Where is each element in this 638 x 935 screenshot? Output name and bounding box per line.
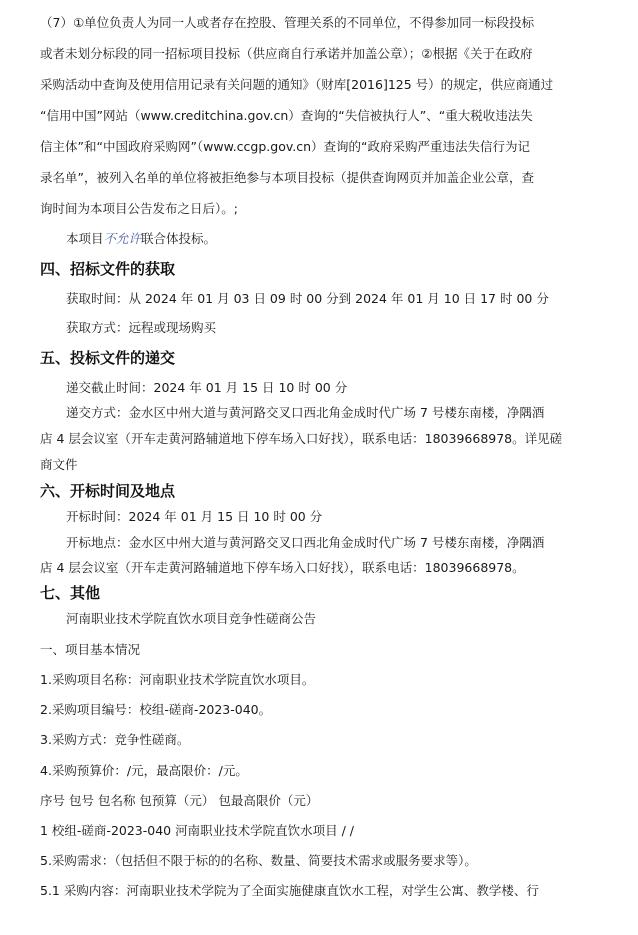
item-content: 5.1 采购内容：河南职业技术学院为了全面实施健康直饮水工程，对学生公寓、教学楼、行 (40, 883, 539, 898)
clause7-line-5: 信主体”和“中国政府采购网”（www.ccgp.gov.cn）查询的“政府采购严重违法失信行为记 (40, 139, 531, 154)
section5-place-1: 递交方式：金水区中州大道与黄河路交叉口西北角金成时代广场 7 号楼东南楼，净隅酒 (66, 405, 545, 420)
section4-title: 四、招标文件的获取 (40, 260, 176, 278)
section6-place-2: 店 4 层会议室（开车走黄河路辅道地下停车场入口好找），联系电话：18039668978。 (40, 560, 525, 575)
consortium-prefix: 本项目 (66, 231, 104, 246)
clause7-line-2: 或者未划分标段的同一招标项目投标（供应商自行承诺并加盖公章）；②根据《关于在政府 (40, 46, 533, 61)
item-budget: 4.采购预算价：/元，最高限价：/元。 (40, 763, 248, 778)
announcement-title: 河南职业技术学院直饮水项目竞争性磋商公告 (66, 611, 317, 626)
clause7-line-6: 录名单”，被列入名单的单位将被拒绝参与本项目投标（提供查询网页并加盖企业公章，查 (40, 170, 534, 185)
section5-title: 五、投标文件的递交 (40, 349, 176, 367)
item-project-number: 2.采购项目编号：校组-磋商-2023-040。 (40, 702, 272, 717)
section6-time: 开标时间：2024 年 01 月 15 日 10 时 00 分 (66, 509, 323, 524)
item-requirements: 5.采购需求：（包括但不限于标的的名称、数量、简要技术需求或服务要求等）。 (40, 853, 477, 868)
package-table-header: 序号 包号 包名称 包预算（元） 包最高限价（元） (40, 793, 319, 808)
section4-time: 获取时间：从 2024 年 01 月 03 日 09 时 00 分到 2024 年 01 月 10 日 17 时 00 分 (66, 291, 549, 306)
section5-deadline: 递交截止时间：2024 年 01 月 15 日 10 时 00 分 (66, 380, 348, 395)
clause7-line-7: 询时间为本项目公告发布之日后）。; (40, 201, 238, 216)
section7-title: 七、其他 (40, 584, 101, 602)
consortium-suffix: 联合体投标。 (141, 231, 217, 246)
consortium-line (66, 231, 216, 247)
clause7-line-3: 采购活动中查询及使用信用记录有关问题的通知》（财库[2016]125 号）的规定，供应商通过 (40, 77, 554, 92)
item-project-name: 1.采购项目名称：河南职业技术学院直饮水项目。 (40, 672, 315, 687)
section6-place-1: 开标地点：金水区中州大道与黄河路交叉口西北角金成时代广场 7 号楼东南楼，净隅酒 (66, 535, 545, 550)
section6-title: 六、开标时间及地点 (40, 482, 176, 500)
clause7-line-1: （7）①单位负责人为同一人或者存在控股、管理关系的不同单位，不得参加同一标段投标 (40, 15, 535, 30)
clause7-line-4: “信用中国”网站（www.creditchina.gov.cn）查询的“失信被执行人”、“重大税收违法失 (40, 108, 533, 123)
section5-place-2: 店 4 层会议室（开车走黄河路辅道地下停车场入口好找），联系电话：18039668978。详见磋 (40, 431, 563, 446)
item-procurement-method: 3.采购方式：竞争性磋商。 (40, 732, 190, 747)
section4-method: 获取方式：远程或现场购买 (66, 320, 217, 335)
section5-place-3: 商文件 (40, 457, 78, 472)
package-table-row: 1 校组-磋商-2023-040 河南职业技术学院直饮水项目 / / (40, 823, 354, 838)
item-basic-info: 一、项目基本情况 (40, 642, 141, 657)
consortium-emphasis: 不允许 (103, 231, 142, 246)
